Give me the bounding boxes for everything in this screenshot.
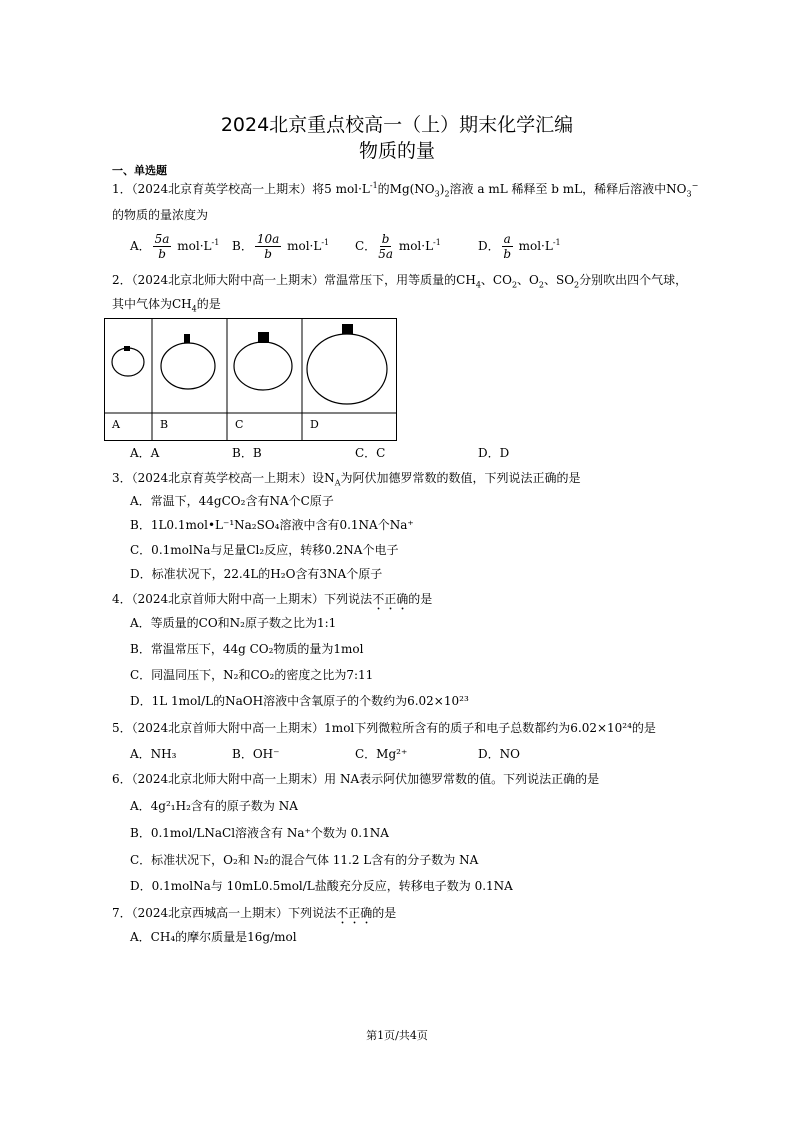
balloon-c-knot [258, 332, 269, 343]
cell-label-a: A [112, 418, 120, 431]
q5-option-c[interactable]: C．Mg²⁺ [355, 747, 408, 761]
q2-stem: 2．（2024北京北师大附中高一上期末）常温常压下，用等质量的$CH_4$、$CO_2$、$O_2$、$SO_2$分别吹出四个气球， [112, 273, 688, 290]
balloon-table [104, 318, 397, 441]
q6-option-c[interactable]: C．标准状况下，O₂和 N₂的混合气体 11.2 L含有的分子数为 NA [130, 853, 479, 867]
q5-option-d[interactable]: D．NO [478, 747, 520, 761]
q2-option-a[interactable]: A．A [130, 446, 160, 460]
balloon-d [307, 334, 387, 404]
q2-stem-line2: 其中气体为$CH_4$的是 [112, 297, 221, 314]
q1-option-c[interactable]: C． $\frac{b}{5a}$ $mol\cdot L^{-1}$ [355, 232, 441, 261]
q5-option-b[interactable]: B．OH⁻ [232, 747, 280, 761]
section-heading: 一、单选题 [112, 164, 167, 177]
q6-option-b[interactable]: B．0.1mol/LNaCl溶液含有 Na⁺个数为 0.1NA [130, 826, 389, 840]
balloon-d-knot [342, 324, 353, 334]
q7-option-a[interactable]: A．CH₄的摩尔质量是16g/mol [130, 930, 297, 944]
q2-option-b[interactable]: B．B [232, 446, 262, 460]
q3-option-a[interactable]: A．常温下，44gCO₂含有NA个C原子 [130, 494, 334, 508]
q2-option-c[interactable]: C．C [355, 446, 386, 460]
balloon-b-knot [184, 334, 190, 343]
q5-stem: 5．（2024北京首师大附中高一上期末）1mol下列微粒所含有的质子和电子总数都约为6.02×10²⁴的是 [112, 721, 656, 735]
q1-stem: 1．（2024北京育英学校高一上期末）将5 $mol\cdot L^{-1}$的$Mg(NO_3)_2$溶液 a mL 稀释至 b mL，稀释后溶液中$NO_3^-$ [112, 181, 699, 199]
q3-option-b[interactable]: B．1L0.1mol•L⁻¹Na₂SO₄溶液中含有0.1NA个Na⁺ [130, 518, 414, 532]
cell-label-c: C [235, 418, 244, 431]
cell-label-b: B [160, 418, 169, 431]
q7-stem: 7．（2024北京西城高一上期末）下列说法不正确的是 [112, 906, 397, 920]
q1-option-b[interactable]: B． $\frac{10a}{b}$ $mol\cdot L^{-1}$ [232, 232, 330, 261]
q4-option-d[interactable]: D．1L 1mol/L的NaOH溶液中含氧原子的个数约为6.02×10²³ [130, 694, 469, 708]
balloon-figure [104, 318, 397, 441]
q6-option-d[interactable]: D．0.1molNa与 10mL0.5mol/L盐酸充分反应，转移电子数为 0.1NA [130, 879, 513, 893]
page-footer: 第1页/共4页 [366, 1029, 428, 1042]
page-title: 2024北京重点校高一（上）期末化学汇编 [220, 114, 574, 136]
q4-option-c[interactable]: C．同温同压下，N₂和CO₂的密度之比为7:11 [130, 668, 374, 682]
q6-stem: 6．（2024北京北师大附中高一上期末）用 NA表示阿伏加德罗常数的值。下列说法正确的是 [112, 772, 600, 786]
q1-option-a[interactable]: A． $\frac{5a}{b}$ $mol\cdot L^{-1}$ [130, 232, 220, 261]
balloon-c [234, 342, 292, 390]
q4-stem: 4．（2024北京首师大附中高一上期末）下列说法不正确的是 [112, 592, 433, 606]
q4-option-b[interactable]: B．常温常压下，44g CO₂物质的量为1mol [130, 642, 364, 656]
page-subtitle: 物质的量 [358, 140, 435, 162]
q3-stem: 3．（2024北京育英学校高一上期末）设$N_A$为阿伏加德罗常数的数值，下列说法正确的是 [112, 471, 581, 488]
balloon-b [161, 343, 215, 389]
q1-option-d[interactable]: D． $\frac{a}{b}$ $mol\cdot L^{-1}$ [478, 232, 561, 261]
q1-stem-line2: 的物质的量浓度为 [112, 208, 209, 222]
q3-option-c[interactable]: C．0.1molNa与足量Cl₂反应，转移0.2NA个电子 [130, 543, 399, 557]
q6-option-a[interactable]: A．4g²₁H₂含有的原子数为 NA [130, 799, 298, 813]
balloon-a [112, 348, 144, 376]
q4-option-a[interactable]: A．等质量的CO和N₂原子数之比为1:1 [130, 616, 337, 630]
cell-label-d: D [310, 418, 319, 431]
q2-option-d[interactable]: D．D [478, 446, 510, 460]
q3-option-d[interactable]: D．标准状况下，22.4L的H₂O含有3NA个原子 [130, 567, 383, 581]
q5-option-a[interactable]: A．NH₃ [130, 747, 177, 761]
